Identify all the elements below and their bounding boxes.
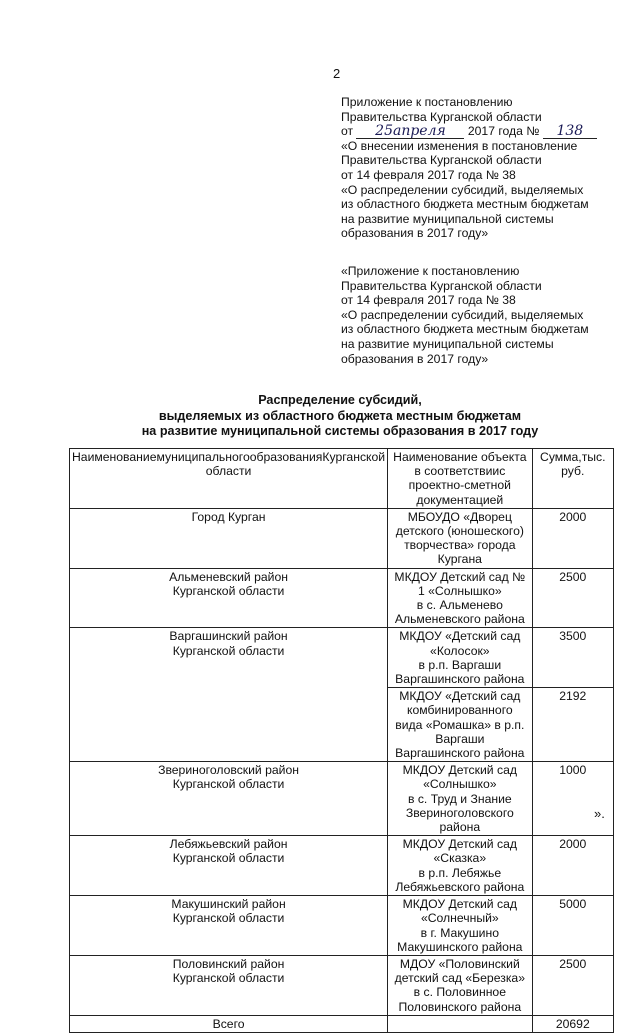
object-cell: [388, 762, 532, 836]
cell-line: Курганской области: [172, 777, 285, 792]
cell-line: в р.п. Варгаши Варгашинского района: [395, 657, 525, 687]
cell-line: Макушинский район: [171, 897, 286, 912]
annex-line: «О распределении субсидий, выделяемых: [341, 182, 584, 197]
object-cell: [388, 688, 532, 762]
cell-line: в г. Макушино Макушинского района: [397, 925, 523, 954]
annex-line: от 14 февраля 2017 года № 38: [341, 293, 516, 308]
sum-cell: 1000: [532, 762, 613, 836]
municipality-cell: [70, 762, 388, 836]
handwritten-number: 138: [543, 125, 597, 139]
total-sum: 20692: [532, 1015, 613, 1032]
annex-date-line: [341, 124, 621, 139]
annex-line: от 14 февраля 2017 года № 38: [341, 167, 516, 182]
annex-line: Правительства Курганской области: [341, 278, 542, 293]
header-municipality: [70, 449, 388, 509]
municipality-cell: [70, 955, 388, 1015]
annex-line: из областного бюджета местным бюджетам: [341, 322, 589, 337]
cell-line: в с. Половинное Половинского района: [398, 985, 522, 1014]
object-cell: [388, 568, 532, 628]
cell-line: Варгашинского района: [395, 746, 525, 761]
cell-line: Курганской области: [172, 911, 285, 926]
annex-current-heading: [341, 95, 621, 241]
page-number: 2: [333, 66, 341, 81]
cell-line: Половинский район: [172, 956, 285, 971]
cell-line: Альменевский район: [169, 569, 288, 584]
title-line: Распределение субсидий,: [258, 393, 422, 407]
document-title: [70, 393, 610, 440]
annex-line: «Приложение к постановлению: [341, 264, 520, 278]
object-cell: [388, 628, 532, 688]
cell-line: МКДОУ Детский сад «Сказка»: [402, 837, 517, 866]
cell-line: с проектно-сметной документацией: [408, 464, 511, 507]
cell-line: МКДОУ Детский сад «Солнечный»: [402, 897, 517, 926]
cell-line: Наименование: [72, 450, 157, 464]
sum-cell: 2192: [532, 688, 613, 762]
annex-line: на развитие муниципальной системы: [341, 211, 554, 226]
municipality-cell: [70, 508, 388, 568]
cell-line: Сумма,: [540, 450, 582, 464]
closing-quote-mark: ».: [594, 806, 605, 821]
cell-line: Город Курган: [191, 509, 266, 524]
sum-cell: 2000: [532, 836, 613, 896]
annex-line: образования в 2017 году»: [341, 351, 489, 366]
cell-line: Курганской области: [172, 583, 285, 598]
cell-line: Курганской области: [205, 450, 386, 479]
cell-line: тыс. руб.: [561, 450, 606, 479]
title-line: на развитие муниципальной системы образования в 2017 году: [141, 424, 539, 439]
annex-line: из областного бюджета местным бюджетам: [341, 197, 589, 212]
table-row: [70, 955, 614, 1015]
sum-cell: 2000: [532, 508, 613, 568]
cell-line: МКДОУ Детский сад «Солнышко»: [402, 763, 517, 792]
cell-line: в р.п. Лебяжье Лебяжьевского района: [395, 865, 525, 894]
subsidy-table: [69, 448, 614, 1033]
cell-line: в с. Альменево Альменевского района: [394, 598, 525, 627]
cell-line: МКДОУ «Детский сад комбинированного: [399, 689, 521, 718]
sum-cell: 2500: [532, 568, 613, 628]
sum-cell: 3500: [532, 628, 613, 688]
total-label: Всего: [70, 1015, 388, 1032]
cell-line: Звериноголовского района: [405, 805, 514, 835]
municipality-cell: [70, 568, 388, 628]
sum-cell: 5000: [532, 896, 613, 956]
cell-line: МДОУ «Половинский детский сад «Березка»: [394, 956, 525, 986]
table-row: [70, 508, 614, 568]
annex-line: Приложение к постановлению: [341, 95, 513, 109]
object-cell: [388, 955, 532, 1015]
cell-line: МКДОУ «Детский сад «Колосок»: [399, 629, 521, 658]
sum-cell: 2500: [532, 955, 613, 1015]
cell-line: Курганской области: [172, 643, 285, 658]
cell-line: Курганской области: [172, 971, 285, 986]
cell-line: в с. Труд и Знание: [407, 791, 512, 806]
annex-line: Правительства Курганской области: [341, 153, 542, 168]
annex-year-text: 2017 года №: [467, 124, 540, 139]
object-cell: [388, 508, 532, 568]
cell-line: МБОУДО «Дворец детского (юношеского): [395, 509, 524, 539]
annex-line: на развитие муниципальной системы: [341, 336, 554, 351]
handwritten-date: 25апреля: [356, 125, 464, 139]
cell-line: Звериноголовский район: [158, 763, 300, 778]
cell-line: Наименование объекта в соответствии: [393, 450, 527, 479]
annex-previous-heading: [341, 264, 621, 366]
table-row: [70, 836, 614, 896]
object-cell: [388, 836, 532, 896]
cell-line: Варгашинский район: [169, 629, 288, 644]
cell-line: муниципального: [156, 450, 250, 464]
annex-line: «О внесении изменения в постановление: [341, 138, 578, 153]
annex-line: «О распределении субсидий, выделяемых: [341, 307, 584, 322]
municipality-cell: [70, 628, 388, 762]
cell-line: МКДОУ Детский сад № 1 «Солнышко»: [394, 569, 526, 598]
table-total-row: [70, 1015, 614, 1032]
table-row: [70, 628, 614, 688]
table-row: [70, 762, 614, 836]
annex-line: образования в 2017 году»: [341, 226, 489, 241]
table-row: [70, 568, 614, 628]
table-header-row: [70, 449, 614, 509]
cell-line: Курганской области: [172, 851, 285, 866]
header-object: [388, 449, 532, 509]
total-empty-cell: [388, 1015, 532, 1032]
title-line: выделяемых из областного бюджета местным бюджетам: [158, 408, 522, 423]
cell-line: творчества» города Кургана: [404, 538, 516, 567]
annex-line: Правительства Курганской области: [341, 109, 542, 124]
cell-line: образования: [249, 450, 323, 464]
header-sum: [532, 449, 613, 509]
cell-line: Лебяжьевский район: [169, 837, 288, 852]
municipality-cell: [70, 836, 388, 896]
annex-from-prefix: от: [341, 124, 354, 139]
cell-line: вида «Ромашка» в р.п. Варгаши: [395, 717, 525, 746]
